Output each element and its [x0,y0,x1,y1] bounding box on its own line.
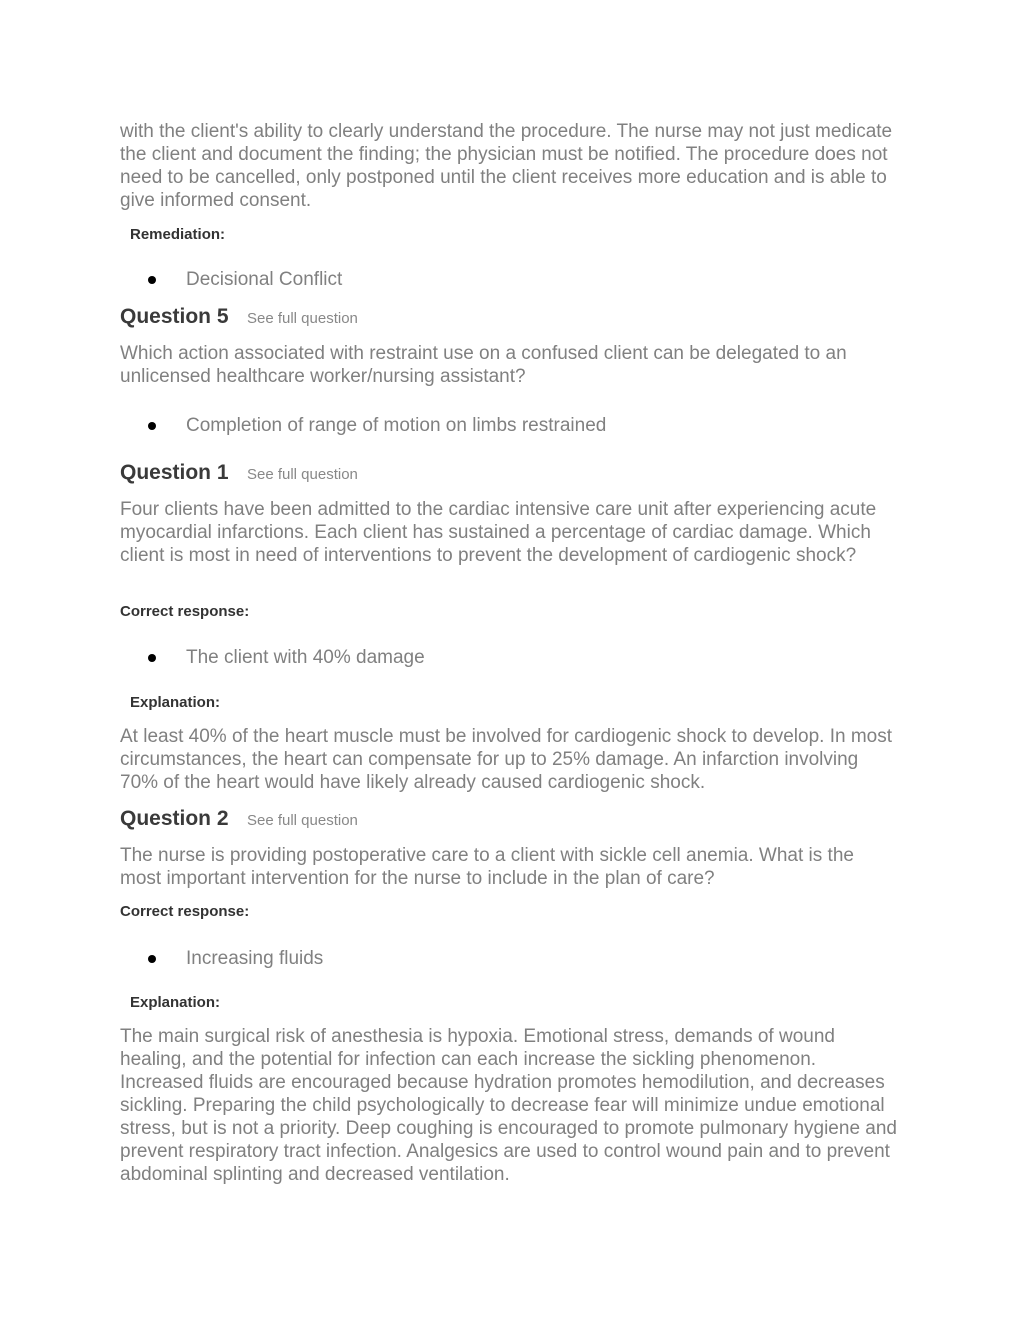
question-title: Question 2 [120,807,229,830]
question-5-body [120,342,900,388]
remediation-item-text: Decisional Conflict [186,269,343,290]
bullet-icon [148,276,156,284]
intro-paragraph: with the client's ability to clearly understand the procedure. The nurse may not just medicate the client and document the finding; the physician must be notified. The procedure does not need to be cancelled, only postponed until the client receives more education and is able to give informed consent. [120,121,893,211]
explanation-text: The main surgical risk of anesthesia is hypoxia. Emotional stress, demands of wound healing, and the potential for infection can each increase the sickling phenomenon. Increased fluids are encouraged because hydration promotes hemodilution, and decreases sickling. Preparing the child psychologically to decrease fear will minimize undue emotional stress, but is not a priority. Deep coughing is encouraged to promote pulmonary hygiene and prevent respiratory tract infection. Analgesics are used to control wound pain and to prevent abdominal splinting and decreased ventilation. [120,1026,897,1185]
intro-section [120,120,900,212]
question-2-explanation-label-row [120,994,900,1012]
bullet-icon [148,654,156,662]
correct-response-label: Correct response: [120,603,250,620]
question-2-body [120,844,900,890]
explanation-label: Explanation: [130,994,221,1011]
question-2-header [120,806,900,832]
explanation-label: Explanation: [130,694,221,711]
question-1-header [120,460,900,486]
answer-text: The client with 40% damage [186,647,425,668]
bullet-icon [148,955,156,963]
question-1-explanation [120,725,900,794]
question-1-correct-label-row [120,603,900,621]
see-full-question-link[interactable]: See full question [246,812,358,829]
explanation-text: At least 40% of the heart muscle must be involved for cardiogenic shock to develop. In most circumstances, the heart can compensate for up to 25% damage. An infarction involving 70% of the heart would have likely already caused cardiogenic shock. [120,726,893,793]
question-1-explanation-label-row [120,694,900,712]
question-1-answer [120,648,900,672]
question-5-header [120,304,900,330]
question-2-correct-label-row [120,903,900,921]
answer-text: Increasing fluids [186,948,324,969]
question-text: The nurse is providing postoperative care to a client with sickle cell anemia. What is the most important intervention for the nurse to include in the plan of care? [120,845,854,889]
question-text: Which action associated with restraint use on a confused client can be delegated to an unlicensed healthcare worker/nursing assistant? [120,343,847,387]
question-1-body [120,498,900,567]
remediation-section [120,226,900,244]
see-full-question-link[interactable]: See full question [246,466,358,483]
bullet-icon [148,422,156,430]
see-full-question-link[interactable]: See full question [246,310,358,327]
correct-response-label: Correct response: [120,903,250,920]
question-text: Four clients have been admitted to the cardiac intensive care unit after experiencing acute myocardial infarctions. Each client has sustained a percentage of cardiac damage. Which client is most in need of interventions to prevent the development of cardiogenic shock? [120,499,877,566]
question-title: Question 1 [120,461,229,484]
question-2-explanation [120,1025,900,1186]
remediation-item [120,270,900,294]
question-5-answer [120,416,900,440]
remediation-label: Remediation: [130,226,226,243]
answer-text: Completion of range of motion on limbs restrained [186,415,607,436]
question-2-answer [120,949,900,973]
question-title: Question 5 [120,305,229,328]
